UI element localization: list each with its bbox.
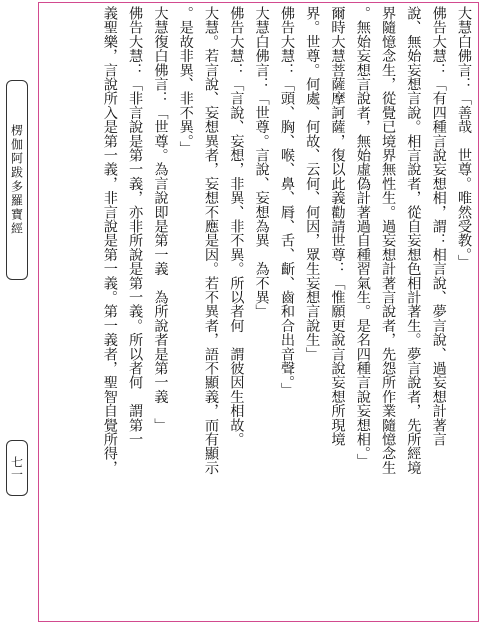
text-column: 大慧白佛言：「世尊。言說、妄想為異 為不異」 [253, 6, 270, 319]
text-column: 。無始妄想言說者，無始虛偽計著過自種習氣生。是名四種言說妄想相。」 [354, 6, 371, 468]
page-number: 七一 [9, 456, 24, 480]
text-column: 大慧白佛言：「善哉 世尊。唯然受教。」 [456, 6, 472, 269]
book-title: 楞伽阿跋多羅寶經 [9, 124, 24, 236]
sutra-text [40, 6, 476, 616]
text-column: 界隨憶念生，從覺已境界無性生。過妄想計著言說者，先怨所作業隨憶念生 [380, 6, 397, 475]
text-column: 佛告大慧：「言說、妄想，非異、非不異。所以者何 謂彼因生相故。 [228, 6, 245, 447]
text-column: 大慧復白佛言：「世尊。為言說即是第一義 為所說者是第一義 」 [152, 6, 169, 432]
page-number-tab [6, 440, 28, 496]
text-column: 說、無始妄想言說。相言說者，從自妄想色相計著生。夢言說者，先所經境 [405, 6, 422, 475]
text-column: 爾時大慧菩薩摩訶薩，復以此義勸請世尊：「惟願更說言說妄想所現境 [329, 6, 346, 447]
text-column: 佛告大慧：「頭、胸、喉、鼻、脣、舌、齗、齒和合出音聲。」 [278, 6, 295, 397]
text-column: 佛告大慧：「非言說是第一義，亦非所說是第一義。所以者何 謂第一 [127, 6, 144, 447]
text-column: 大慧。若言說、妄想異者，妄想不應是因。若不異者，語不顯義，而有顯示 [203, 6, 220, 475]
book-title-tab [6, 80, 28, 280]
text-column: 佛告大慧：「有四種言說妄想相，謂：相言說、夢言說、過妄想計著言 [430, 6, 447, 447]
text-column: 界。世尊。何處、何故、云何、何因，眾生妄想言說生」 [304, 6, 321, 361]
text-column: 義聖樂，言說所入是第一義，非言說是第一義。第一義者，聖智自覺所得， [101, 6, 118, 475]
text-column: 。是故非異、非不異。」 [177, 6, 194, 156]
